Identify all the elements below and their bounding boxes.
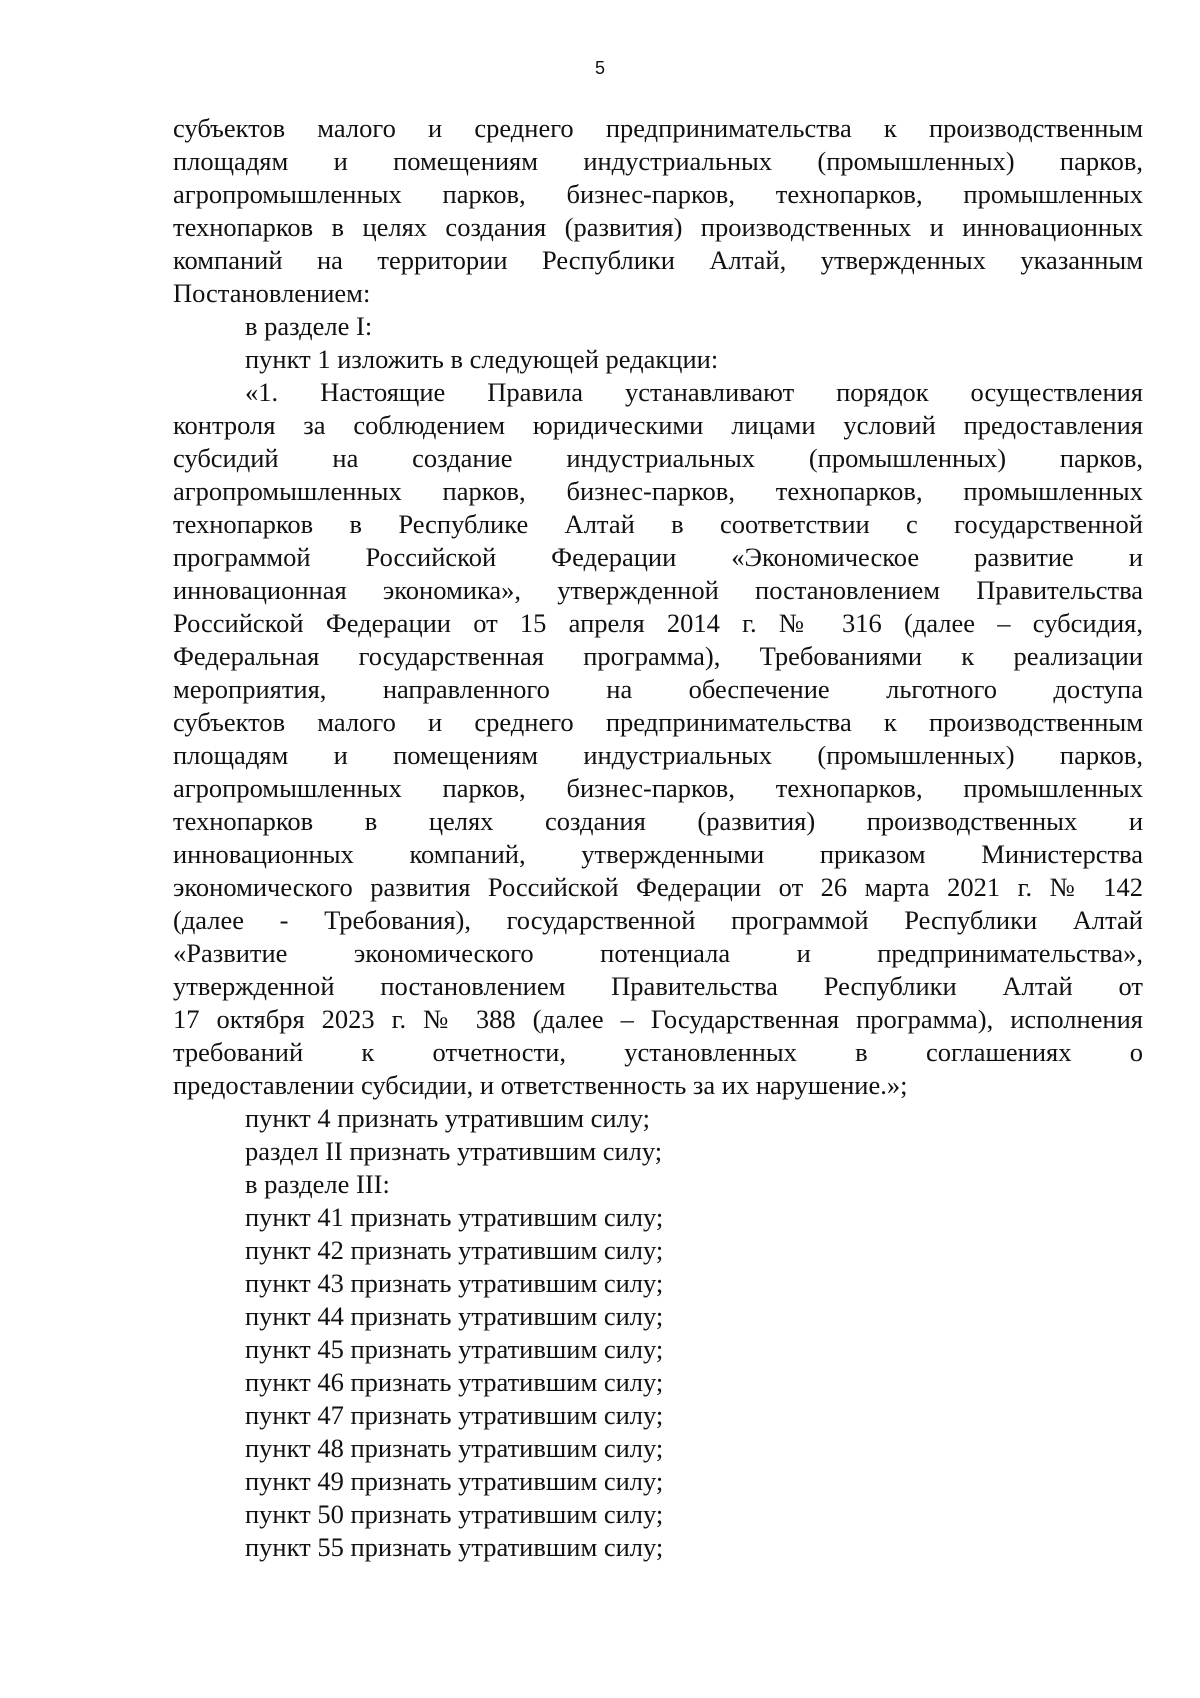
text-line: субъектов малого и среднего предпринимательства к производственным [173, 113, 1143, 143]
text-line: субсидий на создание индустриальных (промышленных) парков, [173, 443, 1143, 473]
text-line: утвержденной постановлением Правительства Республики Алтай от [173, 971, 1143, 1001]
text-line: пункт 48 признать утратившим силу; [245, 1433, 664, 1463]
text-line: компаний на территории Республики Алтай, утвержденных указанным [173, 245, 1143, 275]
text-line: экономического развития Российской Федерации от 26 марта 2021 г. № 142 [173, 872, 1143, 902]
text-line: мероприятия, направленного на обеспечение льготного доступа [173, 674, 1143, 704]
text-line: контроля за соблюдением юридическими лицами условий предоставления [173, 410, 1143, 440]
text-line: пункт 49 признать утратившим силу; [245, 1466, 664, 1496]
text-line: Постановлением: [173, 278, 371, 308]
text-line: технопарков в целях создания (развития) производственных и [173, 806, 1143, 836]
text-line: пункт 42 признать утратившим силу; [245, 1235, 664, 1265]
text-line: Федеральная государственная программа), Требованиями к реализации [173, 641, 1143, 671]
text-line: пункт 45 признать утратившим силу; [245, 1334, 664, 1364]
page-number: 5 [594, 58, 605, 78]
text-line: «Развитие экономического потенциала и предпринимательства», [173, 938, 1143, 968]
text-line: технопарков в Республике Алтай в соответствии с государственной [173, 509, 1143, 539]
text-line: пункт 55 признать утратившим силу; [245, 1532, 664, 1562]
text-line: пункт 46 признать утратившим силу; [245, 1367, 664, 1397]
text-line: пункт 47 признать утратившим силу; [245, 1400, 664, 1430]
text-line: в разделе I: [245, 311, 373, 341]
text-line: Российской Федерации от 15 апреля 2014 г. № 316 (далее – субсидия, [173, 608, 1143, 638]
text-line: агропромышленных парков, бизнес-парков, технопарков, промышленных [173, 476, 1143, 506]
text-line: агропромышленных парков, бизнес-парков, технопарков, промышленных [173, 179, 1143, 209]
text-line: пункт 4 признать утратившим силу; [245, 1103, 651, 1133]
text-line: предоставлении субсидии, и ответственность за их нарушение.»; [173, 1070, 908, 1100]
text-line: раздел II признать утратившим силу; [245, 1136, 663, 1166]
text-line: требований к отчетности, установленных в соглашениях о [173, 1037, 1143, 1067]
text-line: пункт 44 признать утратившим силу; [245, 1301, 664, 1331]
text-line: технопарков в целях создания (развития) производственных и инновационных [173, 212, 1143, 242]
document-body [173, 112, 1143, 1564]
text-line: 17 октября 2023 г. № 388 (далее – Государственная программа), исполнения [173, 1004, 1143, 1034]
text-line: инновационных компаний, утвержденными приказом Министерства [173, 839, 1143, 869]
text-line: инновационная экономика», утвержденной постановлением Правительства [173, 575, 1143, 605]
text-line: в разделе III: [245, 1169, 390, 1199]
text-line: программой Российской Федерации «Экономическое развитие и [173, 542, 1143, 572]
text-line: площадям и помещениям индустриальных (промышленных) парков, [173, 740, 1143, 770]
text-line: пункт 41 признать утратившим силу; [245, 1202, 664, 1232]
text-line: агропромышленных парков, бизнес-парков, технопарков, промышленных [173, 773, 1143, 803]
text-line: пункт 50 признать утратившим силу; [245, 1499, 664, 1529]
text-line: (далее - Требования), государственной программой Республики Алтай [173, 905, 1143, 935]
text-line: пункт 43 признать утратившим силу; [245, 1268, 664, 1298]
text-line: «1. Настоящие Правила устанавливают порядок осуществления [245, 377, 1143, 407]
text-line: субъектов малого и среднего предпринимательства к производственным [173, 707, 1143, 737]
text-line: площадям и помещениям индустриальных (промышленных) парков, [173, 146, 1143, 176]
text-line: пункт 1 изложить в следующей редакции: [245, 344, 719, 374]
